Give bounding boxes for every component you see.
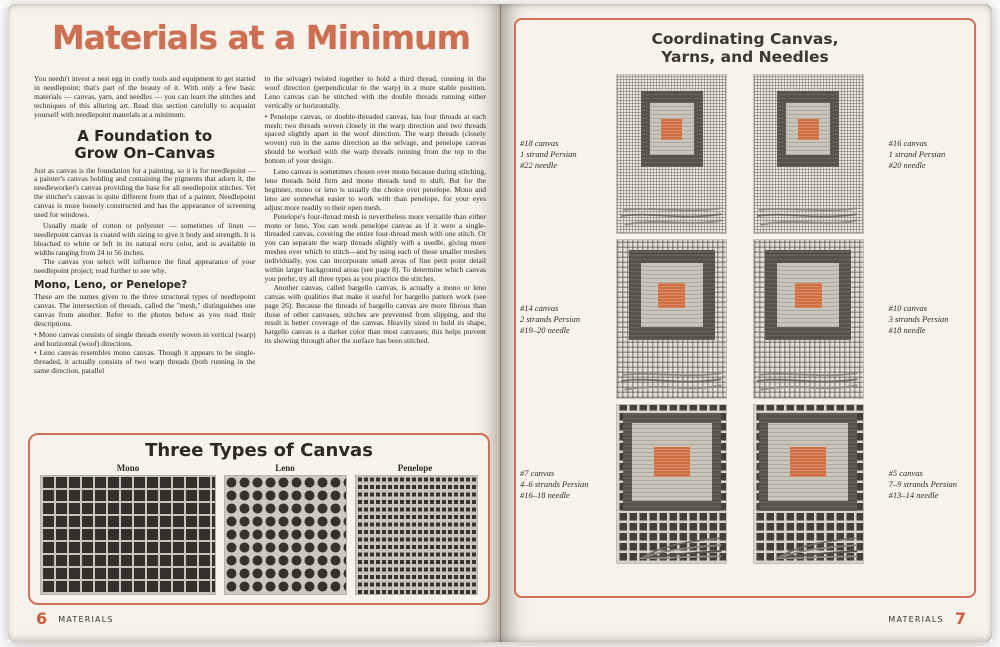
needle-size: #16–18 needle: [520, 489, 570, 500]
sample-label-16-canvas: [877, 138, 970, 171]
motif-orange-center: [658, 283, 685, 308]
coordinating-box: [514, 18, 976, 598]
yarn-strands-count: 2 strands Persian: [520, 313, 580, 324]
stitched-square-motif: [759, 413, 857, 511]
canvas-type-labels: [30, 463, 488, 473]
canvas-size: #16 canvas: [888, 137, 928, 148]
canvas-size: #10 canvas: [888, 302, 928, 313]
needle-size: #22 needle: [520, 159, 558, 170]
coordinating-title-line2: Yarns, and Needles: [661, 48, 829, 66]
yarn-strands: [621, 203, 723, 229]
stitched-square-motif: [629, 250, 715, 340]
motif-middle-ring: [641, 263, 703, 327]
sample-label-18-canvas: [520, 138, 601, 171]
needle-size: #18 needle: [888, 324, 926, 335]
page-right: [500, 4, 992, 642]
paragraph: Leno canvas is sometimes chosen over mono because during stitching, leno threads hold firm and mono threads tend to shift. But for the beginner, mono or leno is usually the choice over penelope. Mono and leno are somewhat easier to work with than penelope, for your eyes adjust more readily to their open mesh.: [264, 167, 486, 212]
canvas-box-title: Three Types of Canvas: [145, 440, 373, 461]
page-left: [8, 4, 500, 642]
section-heading: [34, 128, 256, 162]
motif-orange-center: [795, 283, 822, 308]
yarn-strands: [621, 533, 723, 559]
sample-label-10-canvas: [877, 303, 970, 336]
footer-right: [882, 609, 966, 628]
motif-middle-ring: [650, 103, 694, 155]
penelope-canvas-photo: [355, 475, 478, 595]
stitched-square-motif: [641, 91, 703, 167]
motif-orange-center: [798, 119, 819, 140]
stitched-square-motif: [765, 250, 851, 340]
paragraph: Another canvas, called bargello canvas, is actually a mono or leno canvas with qualities that make it useful for bargello pattern work (see page 26). Because the threads of bargello canvas are more fibrous than those of other canvases, stitches are prevented from slipping, and the result is better coverage of the canvas. Heavily sized to hold its shape, bargello canvas is a darker color than most canvases; this helps prevent its showing through after the surface has been stitched.: [264, 282, 486, 346]
intro-paragraph: You needn't invest a nest egg in costly tools and equipment to get started in needlepoint; that's part of the beauty of it. With only a few basic materials — canvas, yarn, and needles — you can learn the stitches and techniques of this alluring art. Read this section carefully to acquaint yourself with needlepoint materials at a minimum.: [34, 75, 256, 119]
canvas-size: #5 canvas: [888, 467, 923, 478]
bullet-mono: • Mono canvas consists of single threads evenly woven in vertical (warp) and horizontal (woof) directions.: [34, 329, 256, 348]
yarn-strands: [621, 368, 723, 394]
motif-orange-center: [790, 447, 826, 477]
section-heading-line1: A Foundation to: [77, 126, 213, 145]
canvas-sample-photo-7: [616, 404, 727, 564]
canvas-size: #18 canvas: [520, 137, 559, 148]
needle-size: #19–20 needle: [520, 324, 570, 335]
motif-middle-ring: [632, 423, 712, 501]
sample-row-1: [520, 74, 970, 234]
stitched-square-motif: [777, 91, 839, 167]
footer-left: [36, 609, 120, 628]
stitched-square-motif: [623, 413, 721, 511]
yarn-strands-count: 7–9 strands Persian: [888, 478, 958, 489]
leno-canvas-photo: [224, 475, 347, 595]
yarn-strands-count: 3 strands Persian: [888, 313, 949, 324]
sample-row-2: [520, 239, 970, 399]
canvas-sample-photo-14: [616, 239, 727, 399]
coordinating-title-line1: Coordinating Canvas,: [651, 30, 839, 48]
penelope-label: Penelope: [397, 463, 433, 473]
page-number: 7: [954, 609, 966, 628]
coordinating-box-title: [520, 30, 970, 66]
motif-middle-ring: [768, 423, 848, 501]
sample-label-14-canvas: [520, 303, 601, 336]
motif-middle-ring: [786, 103, 830, 155]
yarn-strands-count: 1 strand Persian: [520, 148, 577, 159]
sample-label-7-canvas: [520, 468, 601, 501]
mono-label: Mono: [116, 463, 140, 473]
paragraph: to the selvage) twisted together to hold a third thread, running in the woof direction (perpendicular to the warp) in a more stable position. Leno canvas can be stitched with the double threads running either vertically or horizontally.: [264, 75, 486, 110]
paragraph: The canvas you select will influence the final appearance of your needlepoint project; read further to see why.: [34, 256, 256, 275]
mono-canvas-photo: [40, 475, 216, 595]
bullet-penelope: • Penelope canvas, or double-threaded canvas, has four threads at each mesh: two threads woven closely in the warp direction and two threads spaced slightly apart in the woof direction. The warp threads (closely woven) run in the same direction as the selvage, and penelope canvas should be worked with the warp threads running from the top to the bottom of your design.: [264, 111, 486, 166]
body-columns: [8, 75, 500, 427]
paragraph: Usually made of cotton or polyester — sometimes of linen — needlepoint canvas is coated with sizing to give it body and strength. It is bleached to white or left in its natural ecru color, and is available in widths ranging from 24 to 56 inches.: [34, 220, 256, 257]
canvas-sample-photo-10: [753, 239, 864, 399]
book-gutter: [500, 4, 501, 642]
paragraph: Penelope's four-thread mesh is nevertheless more versatile than either mono or leno. You can work penelope canvas as if it were a single-threaded canvas, covering the entire four-thread mesh with one stitch. Or you can separate the warp threads slightly with a needle, giving more meshes over which to stitch—and by using each of these smaller meshes individually, you can incorporate small areas of fine petit point detail within larger background areas (see page 8). To determine which canvas you prefer, try all three types as you practice the stitches.: [264, 211, 486, 283]
needle-size: #20 needle: [888, 159, 926, 170]
leno-label: Leno: [275, 463, 295, 473]
motif-orange-center: [661, 119, 682, 140]
yarn-strands: [757, 368, 859, 394]
chapter-label: MATERIALS: [58, 615, 114, 624]
chapter-label: MATERIALS: [888, 615, 944, 624]
page-title: Materials at a Minimum: [51, 18, 471, 57]
bullet-leno: • Leno canvas resembles mono canvas. Though it appears to be single-threaded, it actually consists of two warp threads (both running in the same direction, parallel: [34, 347, 256, 375]
yarn-strands: [757, 533, 859, 559]
paragraph: Just as canvas is the foundation for a painting, so it is for needlepoint — a painter's canvas holding and containing the pigments that adorn it, the needleworker's canvas providing the base for all needlepoint stitches. Yet the stitcher's canvas is quite different from that of a painter. Needlepoint canvas is more loosely constructed and has the appearance of screening used for windows.: [34, 165, 256, 220]
canvas-size: #14 canvas: [520, 302, 559, 313]
column-2: [265, 75, 487, 427]
canvas-size: #7 canvas: [520, 467, 555, 478]
yarn-strands: [757, 203, 859, 229]
canvas-sample-photo-18: [616, 74, 727, 234]
three-types-of-canvas-box: [28, 433, 490, 605]
subheading: Mono, Leno, or Penelope?: [34, 279, 188, 292]
sample-row-3: [520, 404, 970, 564]
motif-middle-ring: [777, 263, 839, 327]
needle-size: #13–14 needle: [888, 489, 939, 500]
yarn-strands-count: 1 strand Persian: [888, 148, 946, 159]
page-number: 6: [36, 609, 48, 628]
sample-label-5-canvas: [877, 468, 970, 501]
canvas-sample-photo-16: [753, 74, 864, 234]
canvas-type-photos: [30, 473, 488, 595]
canvas-sample-photo-5: [753, 404, 864, 564]
paragraph: These are the names given to the three structural types of needlepoint canvas. The intersection of threads, called the "mesh," distinguishes one canvas from another. Refer to the photos below as you read their descriptions.: [34, 292, 256, 329]
section-heading-line2: Grow On–Canvas: [74, 143, 216, 162]
column-1: [34, 75, 256, 427]
yarn-strands-count: 4–6 strands Persian: [520, 478, 589, 489]
motif-orange-center: [654, 447, 690, 477]
open-book: [8, 4, 992, 642]
